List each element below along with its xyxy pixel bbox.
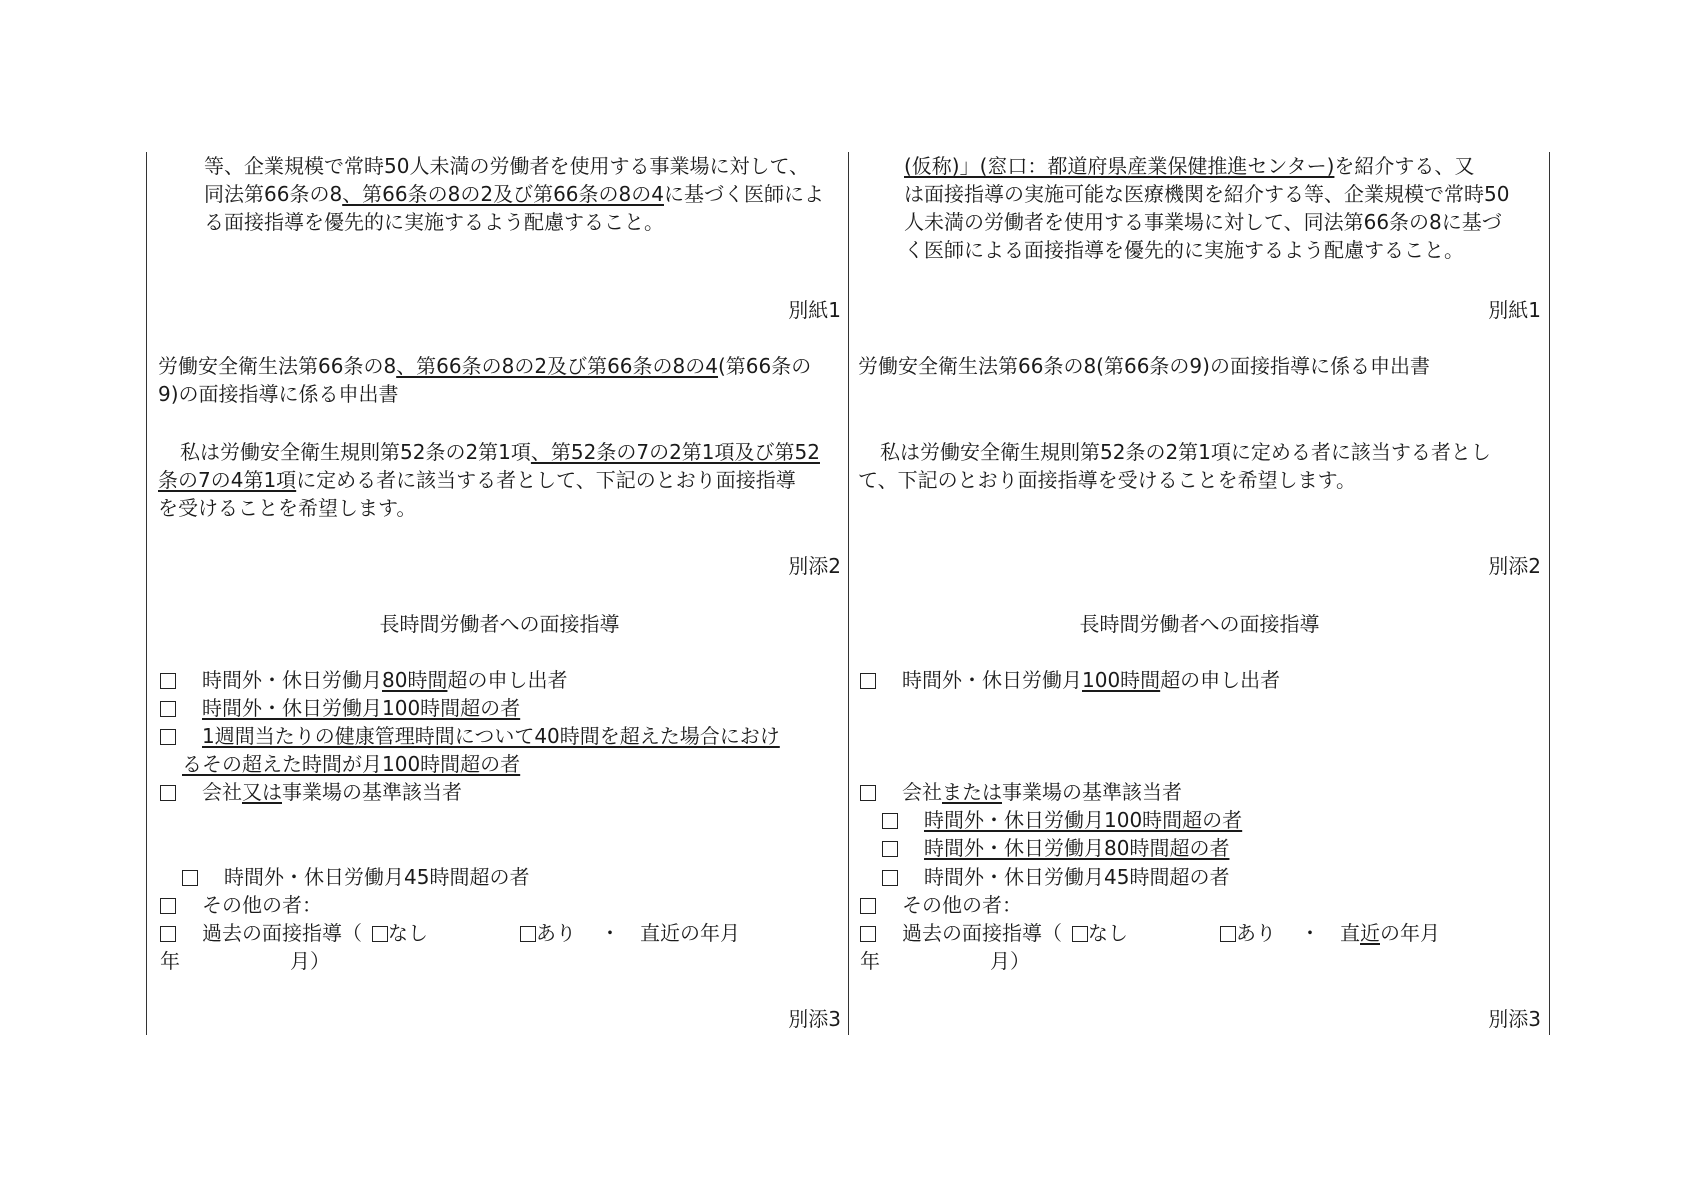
right-attachment-label-1: 別紙1	[1488, 298, 1541, 322]
right-checkbox-sub-45h: 時間外・休日労働月45時間超の者	[882, 863, 1229, 891]
right-section-heading: 長時間労働者への面接指導	[1079, 612, 1320, 636]
checkbox-none[interactable]	[372, 926, 388, 942]
right-past-month: 月）	[990, 949, 1030, 973]
left-attachment-label-3: 別添3	[788, 1007, 841, 1031]
left-checkbox-item-100h: 時間外・休日労働月100時間超の者	[160, 694, 520, 722]
checkbox[interactable]	[182, 870, 198, 886]
left-attachment-label-2: 別添2	[788, 554, 841, 578]
left-title-insert: 、第66条の8の2及び第66条の8の4	[396, 354, 718, 378]
left-section-heading: 長時間労働者への面接指導	[379, 612, 620, 636]
checkbox[interactable]	[160, 729, 176, 745]
center-divider-line	[848, 152, 849, 1035]
left-form-title-line2: 9)の面接指導に係る申出書	[158, 382, 399, 406]
right-intro-line2: は面接指導の実施可能な医療機関を紹介する等、企業規模で常時50	[904, 182, 1510, 206]
checkbox[interactable]	[860, 673, 876, 689]
left-para-insert-2: 条の7の4第1項	[158, 468, 297, 492]
left-intro-line3: る面接指導を優先的に実施するよう配慮すること。	[204, 210, 664, 234]
left-para-line1: 私は労働安全衛生規則第52条の2第1項、第52条の7の2第1項及び第52	[180, 440, 820, 464]
right-intro-insert: (仮称)」(窓口：都道府県産業保健推進センター)	[904, 154, 1335, 178]
left-checkbox-sub-45h: 時間外・休日労働月45時間超の者	[182, 863, 529, 891]
checkbox[interactable]	[882, 870, 898, 886]
left-checkbox-item-company: 会社又は事業場の基準該当者	[160, 778, 462, 806]
right-para-line1: 私は労働安全衛生規則第52条の2第1項に定める者に該当する者とし	[880, 440, 1491, 464]
right-checkbox-past: 過去の面接指導（ なし あり ・ 直近の年月	[860, 919, 1440, 947]
right-para-line2: て、下記のとおり面接指導を受けることを希望します。	[858, 468, 1356, 492]
right-checkbox-sub-100h: 時間外・休日労働月100時間超の者	[882, 806, 1242, 834]
left-para-line2: 条の7の4第1項に定める者に該当する者として、下記のとおり面接指導	[158, 468, 796, 492]
checkbox[interactable]	[860, 785, 876, 801]
right-attachment-label-3: 別添3	[1488, 1007, 1541, 1031]
right-checkbox-other: その他の者：	[860, 891, 1022, 919]
checkbox[interactable]	[160, 673, 176, 689]
right-intro-line1: (仮称)」(窓口：都道府県産業保健推進センター)を紹介する、又	[904, 154, 1475, 178]
left-para-line3: を受けることを希望します。	[158, 496, 417, 520]
checkbox[interactable]	[160, 785, 176, 801]
checkbox-none[interactable]	[1072, 926, 1088, 942]
right-past-year: 年	[860, 949, 880, 973]
right-checkbox-item-company: 会社または事業場の基準該当者	[860, 778, 1182, 806]
left-past-year: 年	[160, 949, 180, 973]
left-attachment-label-1: 別紙1	[788, 298, 841, 322]
right-form-title: 労働安全衛生法第66条の8(第66条の9)の面接指導に係る申出書	[858, 354, 1430, 378]
right-checkbox-item-100h: 時間外・休日労働月100時間超の申し出者	[860, 666, 1280, 694]
right-border-line	[1549, 152, 1550, 1035]
right-checkbox-sub-80h: 時間外・休日労働月80時間超の者	[882, 834, 1229, 862]
checkbox-yes[interactable]	[1220, 926, 1236, 942]
left-intro-line2: 同法第66条の8、第66条の8の2及び第66条の8の4に基づく医師によ	[204, 182, 824, 206]
right-intro-line4: く医師による面接指導を優先的に実施するよう配慮すること。	[904, 238, 1464, 262]
checkbox[interactable]	[882, 841, 898, 857]
left-intro-line1: 等、企業規模で常時50人未満の労働者を使用する事業場に対して、	[204, 154, 810, 178]
left-para-insert-1: 、第52条の7の2第1項及び第52	[530, 440, 820, 464]
checkbox[interactable]	[160, 898, 176, 914]
left-checkbox-item-health-time-cont: るその超えた時間が月100時間超の者	[182, 752, 521, 776]
checkbox[interactable]	[882, 813, 898, 829]
left-past-month: 月）	[290, 949, 330, 973]
checkbox[interactable]	[860, 926, 876, 942]
checkbox[interactable]	[160, 926, 176, 942]
left-checkbox-past: 過去の面接指導（ なし あり ・ 直近の年月	[160, 919, 740, 947]
left-form-title-line1: 労働安全衛生法第66条の8、第66条の8の2及び第66条の8の4(第66条の	[158, 354, 812, 378]
left-checkbox-other: その他の者：	[160, 891, 322, 919]
right-attachment-label-2: 別添2	[1488, 554, 1541, 578]
right-intro-line3: 人未満の労働者を使用する事業場に対して、同法第66条の8に基づ	[904, 210, 1502, 234]
left-intro-insert: 、第66条の8の2及び第66条の8の4	[342, 182, 664, 206]
checkbox[interactable]	[860, 898, 876, 914]
left-border-line	[146, 152, 147, 1035]
checkbox[interactable]	[160, 701, 176, 717]
left-checkbox-item-80h: 時間外・休日労働月80時間超の申し出者	[160, 666, 567, 694]
left-checkbox-item-health-time: 1週間当たりの健康管理時間について40時間を超えた場合におけ	[160, 722, 780, 750]
checkbox-yes[interactable]	[520, 926, 536, 942]
